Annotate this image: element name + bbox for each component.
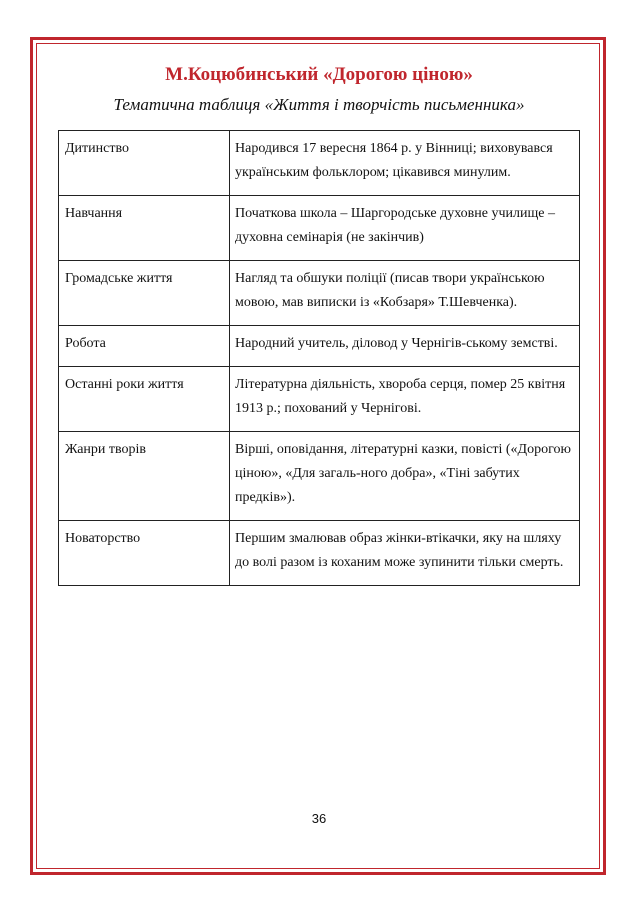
document-subtitle: Тематична таблиця «Життя і творчість письменника» <box>113 95 525 114</box>
table-row <box>59 326 580 367</box>
table-row <box>59 367 580 432</box>
table-row <box>59 196 580 261</box>
biography-table <box>58 130 580 586</box>
details-cell: Вірші, оповідання, літературні казки, повісті («Дорогою ціною», «Для загаль-ного добра», «Тіні забутих предків»). <box>230 432 580 521</box>
details-cell: Народний учитель, діловод у Чернігів-ському земстві. <box>230 326 580 367</box>
topic-cell: Дитинство <box>59 131 230 196</box>
topic-cell: Новаторство <box>59 521 230 586</box>
topic-cell: Жанри творів <box>59 432 230 521</box>
table-row <box>59 131 580 196</box>
details-cell: Народився 17 вересня 1864 р. у Вінниці; виховувався українським фольклором; цікавився минулим. <box>230 131 580 196</box>
topic-cell: Робота <box>59 326 230 367</box>
table-row <box>59 261 580 326</box>
details-cell: Першим змалював образ жінки-втікачки, яку на шляху до волі разом із коханим може зупинити тільки смерть. <box>230 521 580 586</box>
document-title: М.Коцюбинський «Дорогою ціною» <box>165 64 473 85</box>
table-row <box>59 432 580 521</box>
topic-cell: Навчання <box>59 196 230 261</box>
details-cell: Нагляд та обшуки поліції (писав твори українською мовою, мав виписки із «Кобзаря» Т.Шевченка). <box>230 261 580 326</box>
details-cell: Початкова школа – Шаргородське духовне училище – духовна семінарія (не закінчив) <box>230 196 580 261</box>
page-number: 36 <box>311 811 327 826</box>
table-row <box>59 521 580 586</box>
details-cell: Літературна діяльність, хвороба серця, помер 25 квітня 1913 р.; похований у Чернігові. <box>230 367 580 432</box>
topic-cell: Громадське життя <box>59 261 230 326</box>
topic-cell: Останні роки життя <box>59 367 230 432</box>
